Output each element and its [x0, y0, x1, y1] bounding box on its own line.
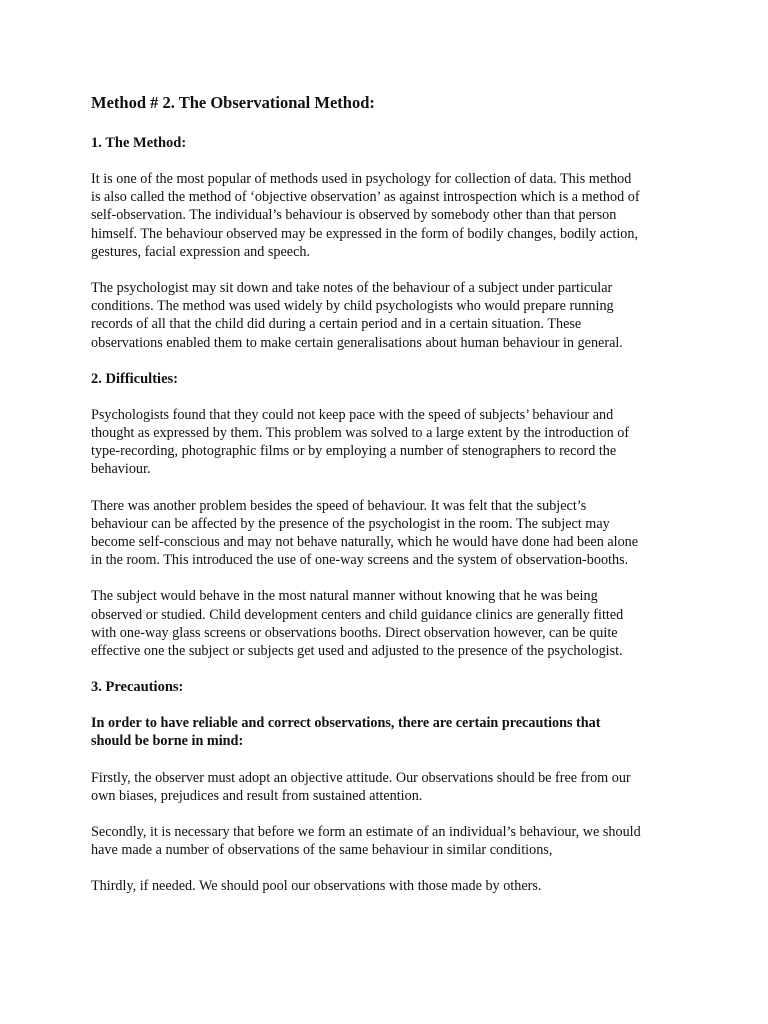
section-heading-precautions: 3. Precautions: — [91, 679, 184, 696]
text-line: Firstly, the observer must adopt an objective attitude. Our observations should be free from our — [91, 769, 631, 786]
text-line: behaviour can be affected by the presence of the psychologist in the room. The subject may — [91, 515, 610, 532]
text-line: with one-way glass screens or observations booths. Direct observation however, can be quite — [91, 624, 618, 641]
text-line: is also called the method of ‘objective observation’ as against introspection which is a method of — [91, 189, 640, 206]
text-line: The subject would behave in the most natural manner without knowing that he was being — [91, 588, 598, 605]
section-heading-difficulties: 2. Difficulties: — [91, 370, 178, 387]
text-line: There was another problem besides the speed of behaviour. It was felt that the subject’s — [91, 497, 587, 514]
text-line: effective one the subject or subjects get used and adjusted to the presence of the psychologist. — [91, 643, 623, 660]
text-line: in the room. This introduced the use of one-way screens and the system of observation-booths. — [91, 552, 629, 569]
section-heading-method: 1. The Method: — [91, 135, 187, 151]
paragraph — [91, 170, 691, 261]
paragraph — [91, 406, 691, 479]
text-line: Thirdly, if needed. We should pool our observations with those made by others. — [91, 878, 542, 895]
text-line: observed or studied. Child development centers and child guidance clinics are generally fitted — [91, 606, 624, 623]
document-title: Method # 2. The Observational Method: — [91, 93, 375, 112]
paragraph — [91, 823, 691, 859]
text-line: self-observation. The individual’s behaviour is observed by somebody other than that person — [91, 207, 617, 224]
text-line: conditions. The method was used widely by child psychologists who would prepare running — [91, 298, 614, 315]
text-line: own biases, prejudices and result from sustained attention. — [91, 787, 423, 804]
text-line: The psychologist may sit down and take notes of the behaviour of a subject under particular — [91, 280, 613, 297]
text-line: It is one of the most popular of methods used in psychology for collection of data. This method — [91, 171, 632, 187]
paragraph — [91, 279, 691, 352]
text-line: gestures, facial expression and speech. — [91, 243, 311, 260]
paragraph — [91, 877, 691, 895]
text-line: records of all that the child did during a certain period and in a certain situation. These — [91, 316, 582, 333]
text-line: type-recording, photographic films or by employing a number of stenographers to record the — [91, 443, 617, 460]
bold-intro-paragraph — [91, 714, 691, 750]
text-line: behaviour. — [91, 461, 151, 478]
text-line: should be borne in mind: — [91, 733, 244, 750]
text-line: observations enabled them to make certain generalisations about human behaviour in general. — [91, 334, 623, 351]
paragraph — [91, 497, 691, 570]
paragraph — [91, 587, 691, 660]
paragraph — [91, 769, 691, 805]
text-line: In order to have reliable and correct observations, there are certain precautions that — [91, 715, 601, 732]
document-page — [91, 93, 691, 914]
text-line: thought as expressed by them. This problem was solved to a large extent by the introduction of — [91, 425, 630, 442]
text-line: become self-conscious and may not behave naturally, which he would have done had been alone — [91, 534, 639, 551]
text-line: have made a number of observations of the same behaviour in similar conditions, — [91, 842, 553, 859]
text-line: himself. The behaviour observed may be expressed in the form of bodily changes, bodily action, — [91, 225, 638, 242]
text-line: Secondly, it is necessary that before we form an estimate of an individual’s behaviour, we should — [91, 824, 641, 841]
text-line: Psychologists found that they could not keep pace with the speed of subjects’ behaviour and — [91, 406, 614, 423]
